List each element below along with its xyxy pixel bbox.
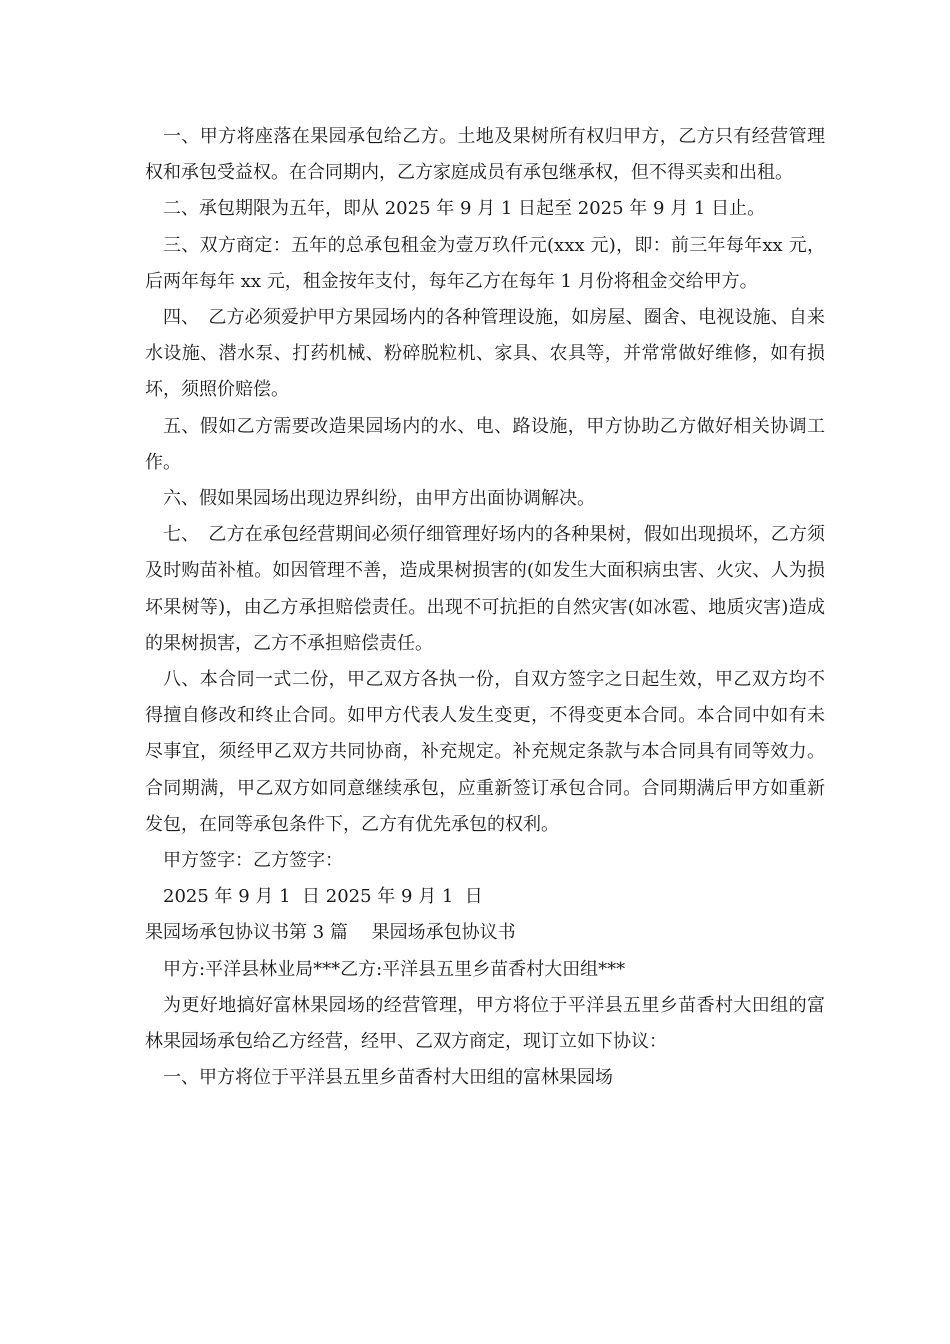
clause-5-paragraph: 五、假如乙方需要改造果园场内的水、电、路设施，甲方协助乙方做好相关协调工作。 bbox=[145, 415, 825, 473]
clause-3-paragraph: 三、双方商定：五年的总承包租金为壹万玖仟元(xxx 元)，即：前三年每年xx 元，后两年每年 xx 元，租金按年支付，每年乙方在每年 1 月份将租金交给甲方。 bbox=[145, 234, 825, 292]
date-line: 2025 年 9 月 1 日 2025 年 9 月 1 日 bbox=[163, 886, 483, 908]
new-clause-1-paragraph: 一、甲方将位于平洋县五里乡苗香村大田组的富林果园场 bbox=[163, 1067, 613, 1089]
signature-line: 甲方签字：乙方签字： bbox=[163, 850, 343, 872]
clause-1-paragraph: 一、甲方将座落在果园承包给乙方。土地及果树所有权归甲方，乙方只有经营管理权和承包受益权。在合同期内，乙方家庭成员有承包继承权，但不得买卖和出租。 bbox=[145, 126, 825, 184]
preamble-paragraph: 为更好地搞好富林果园场的经营管理，甲方将位于平洋县五里乡苗香村大田组的富林果园场承包给乙方经营，经甲、乙双方商定，现订立如下协议： bbox=[145, 994, 825, 1053]
section-heading: 果园场承包协议书第 3 篇 果园场承包协议书 bbox=[145, 922, 516, 944]
clause-8-paragraph: 八、本合同一式二份，甲乙双方各执一份，自双方签字之日起生效，甲乙双方均不得擅自修改和终止合同。如甲方代表人发生变更，不得变更本合同。本合同中如有未尽事宜，须经甲乙双方共同协商，补充规定。补充规定条款与本合同具有同等效力。合同期满，甲乙双方如同意继续承包，应重新签订承包合同。合同期满后甲方如重新发包，在同等承包条件下，乙方有优先承包的权利。 bbox=[145, 669, 825, 835]
clause-2-paragraph: 二、承包期限为五年，即从 2025 年 9 月 1 日起至 2025 年 9 月 1 日止。 bbox=[163, 198, 766, 220]
clause-6-paragraph: 六、假如果园场出现边界纠纷，由甲方出面协调解决。 bbox=[163, 488, 595, 510]
clause-7-paragraph: 七、 乙方在承包经营期间必须仔细管理好场内的各种果树，假如出现损坏，乙方须及时购苗补植。如因管理不善，造成果树损害的(如发生大面积病虫害、火灾、人为损坏果树等)，由乙方承担赔偿责任。出现不可抗拒的自然灾害(如冰雹、地质灾害)造成的果树损害，乙方不承担赔偿责任。 bbox=[145, 524, 825, 654]
document-page bbox=[145, 119, 825, 1096]
clause-4-paragraph: 四、 乙方必须爱护甲方果园场内的各种管理设施，如房屋、圈舍、电视设施、自来水设施、潜水泵、打药机械、粉碎脱粒机、家具、农具等，并常常做好维修，如有损坏，须照价赔偿。 bbox=[145, 307, 825, 401]
parties-line: 甲方:平洋县林业局***乙方:平洋县五里乡苗香村大田组*** bbox=[163, 958, 626, 980]
